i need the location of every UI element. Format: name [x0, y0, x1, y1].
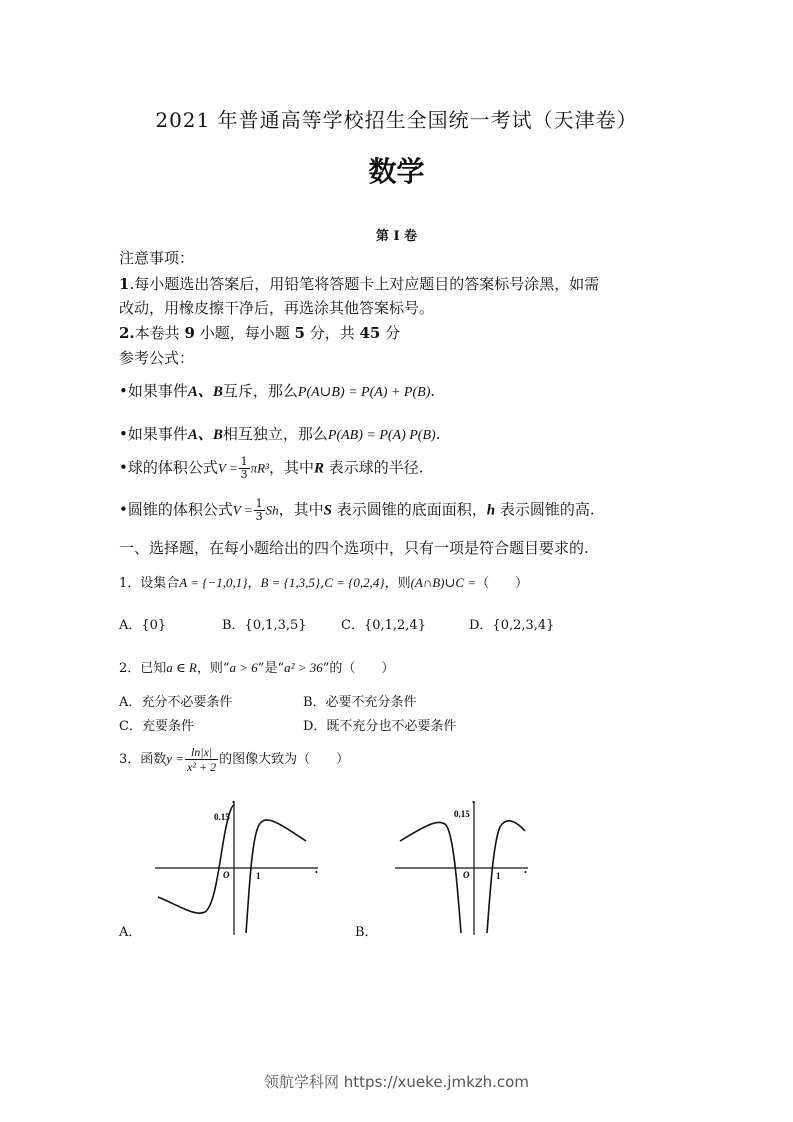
notice-item-2-number: 2. [119, 324, 135, 342]
formula-3-mid: ，其中 [268, 458, 314, 477]
notice-item-1-number: 1 [119, 275, 130, 293]
fraction-numerator: 1 [255, 497, 263, 510]
q3-fraction [185, 745, 218, 774]
formula-3-fraction [239, 456, 250, 481]
q2-option-c: C．充要条件 [119, 719, 194, 734]
q1-set-a: A = {−1,0,1} [179, 575, 248, 590]
graph-a-right-branch [246, 820, 306, 933]
question-2 [119, 657, 394, 676]
formula-4-fraction [254, 498, 265, 523]
formula-2-end: . [435, 425, 441, 443]
formula-4-mid: ，其中 [278, 500, 324, 519]
formula-4-text: •圆锥的体积公式 [119, 500, 233, 519]
graph-b-x-arrow: • [524, 868, 527, 877]
q3-numerator: ln|x| [185, 745, 218, 760]
q1-sep-2: , [320, 576, 325, 591]
formula-3-lhs: V = [217, 460, 238, 476]
notice-item-2 [119, 322, 400, 343]
q1-set-b: B = {1,3,5} [260, 575, 321, 590]
notice-item-2-text-a: 本卷共 [134, 324, 180, 342]
q1-prefix: 1．设集合 [119, 576, 180, 591]
q3-denominator: x² + 2 [187, 760, 217, 774]
q2-mid: ，则“ [196, 661, 230, 676]
q3-end: 的图像大致为（ ） [219, 752, 350, 767]
formula-1-vars: A、B [187, 384, 223, 400]
formula-3 [119, 456, 424, 481]
graph-b [390, 795, 530, 937]
graph-b-label: B． [355, 925, 378, 940]
formula-4-mid-2: 表示圆锥的底面面积， [336, 500, 487, 519]
formula-1-end: . [430, 382, 436, 400]
notice-item-2-text-b: 小题，每小题 [199, 324, 290, 342]
fraction-numerator: 1 [240, 455, 248, 468]
points-total: 45 [359, 324, 381, 342]
fraction-denominator: 3 [240, 468, 248, 481]
q1-mid: ，则 [384, 576, 411, 591]
question-count: 9 [184, 324, 195, 342]
notice-item-2-text-c: 分，共 [309, 324, 355, 342]
graph-b-right-branch [487, 821, 525, 933]
q2-mid-2: ”是“ [257, 661, 285, 676]
formula-1 [119, 380, 435, 401]
formula-4-var-s: S [323, 502, 332, 519]
q1-blank: （ ） [476, 576, 529, 591]
formula-2-text: •如果事件 [119, 425, 188, 443]
formula-2-expr: P(AB) = P(A) P(B) [327, 428, 436, 443]
notice-item-2-text-d: 分 [385, 324, 401, 342]
notice-heading: 注意事项： [119, 249, 195, 267]
footer-watermark: 领航学科网 https://xueke.jmkzh.com [264, 1073, 529, 1091]
notice-item-1-line-1 [119, 273, 599, 294]
q1-expr: (A∩B)∪C = [410, 575, 477, 590]
q3-lhs: y = [166, 751, 185, 766]
graph-b-ytick-label: 0.15 [454, 809, 470, 819]
formula-4-var-h: h [486, 502, 496, 519]
formula-2-vars: A、B [187, 427, 223, 443]
fraction-denominator: 3 [255, 510, 263, 523]
formula-2 [119, 423, 440, 444]
notice-item-1-text: .每小题选出答案后，用铅笔将答题卡上对应题目的答案标号涂黑，如需 [129, 275, 600, 293]
formula-1-mid: 互斥，那么 [222, 382, 298, 400]
formula-3-rhs: πR³ [250, 460, 269, 476]
graph-a-ytick-label: 0.15 [214, 812, 230, 822]
formula-3-text: •球的体积公式 [119, 458, 218, 477]
q2-condition: a ∈ R [166, 660, 197, 675]
formulas-heading: 参考公式： [119, 349, 195, 367]
q2-prefix: 2．已知 [119, 661, 167, 676]
formula-1-expr: P(A∪B) = P(A) + P(B) [297, 385, 431, 400]
q1-option-b: B．{0,1,3,5} [222, 618, 307, 633]
graph-a-x-arrow: • [315, 868, 318, 877]
q2-option-d: D．既不充分也不必要条件 [303, 719, 457, 734]
formula-3-end: 表示球的半径. [328, 458, 424, 477]
q2-end: ”的（ ） [322, 661, 395, 676]
formula-2-mid: 相互独立，那么 [222, 425, 328, 443]
formula-4-rhs: Sh [265, 502, 279, 518]
graph-b-y-arrow: • [472, 798, 475, 807]
section-label: 第 I 卷 [375, 229, 418, 244]
q1-option-a: A．{0} [119, 618, 167, 633]
q2-option-b: B．必要不充分条件 [303, 695, 417, 710]
notice-item-1-line-2: 改动，用橡皮擦干净后，再选涂其他答案标号。 [119, 299, 435, 317]
graph-b-left-branch [400, 822, 461, 933]
graph-b-xtick-label: 1 [496, 871, 501, 881]
exam-title: 2021 年普通高等学校招生全国统一考试（天津卷） [155, 108, 638, 132]
graph-a-xtick-label: 1 [256, 871, 261, 881]
formula-3-var: R [313, 460, 324, 477]
q2-p: a > 6 [229, 660, 258, 675]
formula-4-end: 表示圆锥的高. [499, 500, 595, 519]
question-1 [119, 572, 528, 591]
formula-1-text: •如果事件 [119, 382, 188, 400]
q1-option-c: C．{0,1,2,4} [341, 618, 426, 633]
graph-a-y-arrow: • [232, 798, 235, 807]
q1-option-d: D．{0,2,3,4} [469, 618, 555, 633]
q2-option-a: A．充分不必要条件 [119, 695, 233, 710]
subject-title: 数学 [368, 155, 425, 188]
formula-4 [119, 498, 595, 523]
graph-a [150, 795, 330, 937]
graph-b-origin-label: O [463, 870, 470, 880]
formula-4-lhs: V = [232, 502, 253, 518]
graph-a-origin-label: O [223, 870, 230, 880]
q1-sep-1: ， [247, 576, 261, 591]
section-1-heading: 一、选择题，在每小题给出的四个选项中，只有一项是符合题目要求的. [119, 539, 589, 557]
graph-a-label: A． [119, 925, 142, 940]
question-3 [119, 745, 349, 774]
q1-set-c: C = {0,2,4} [324, 575, 385, 590]
q2-q: a² > 36 [284, 660, 323, 675]
q3-prefix: 3．函数 [119, 752, 167, 767]
points-each: 5 [294, 324, 305, 342]
